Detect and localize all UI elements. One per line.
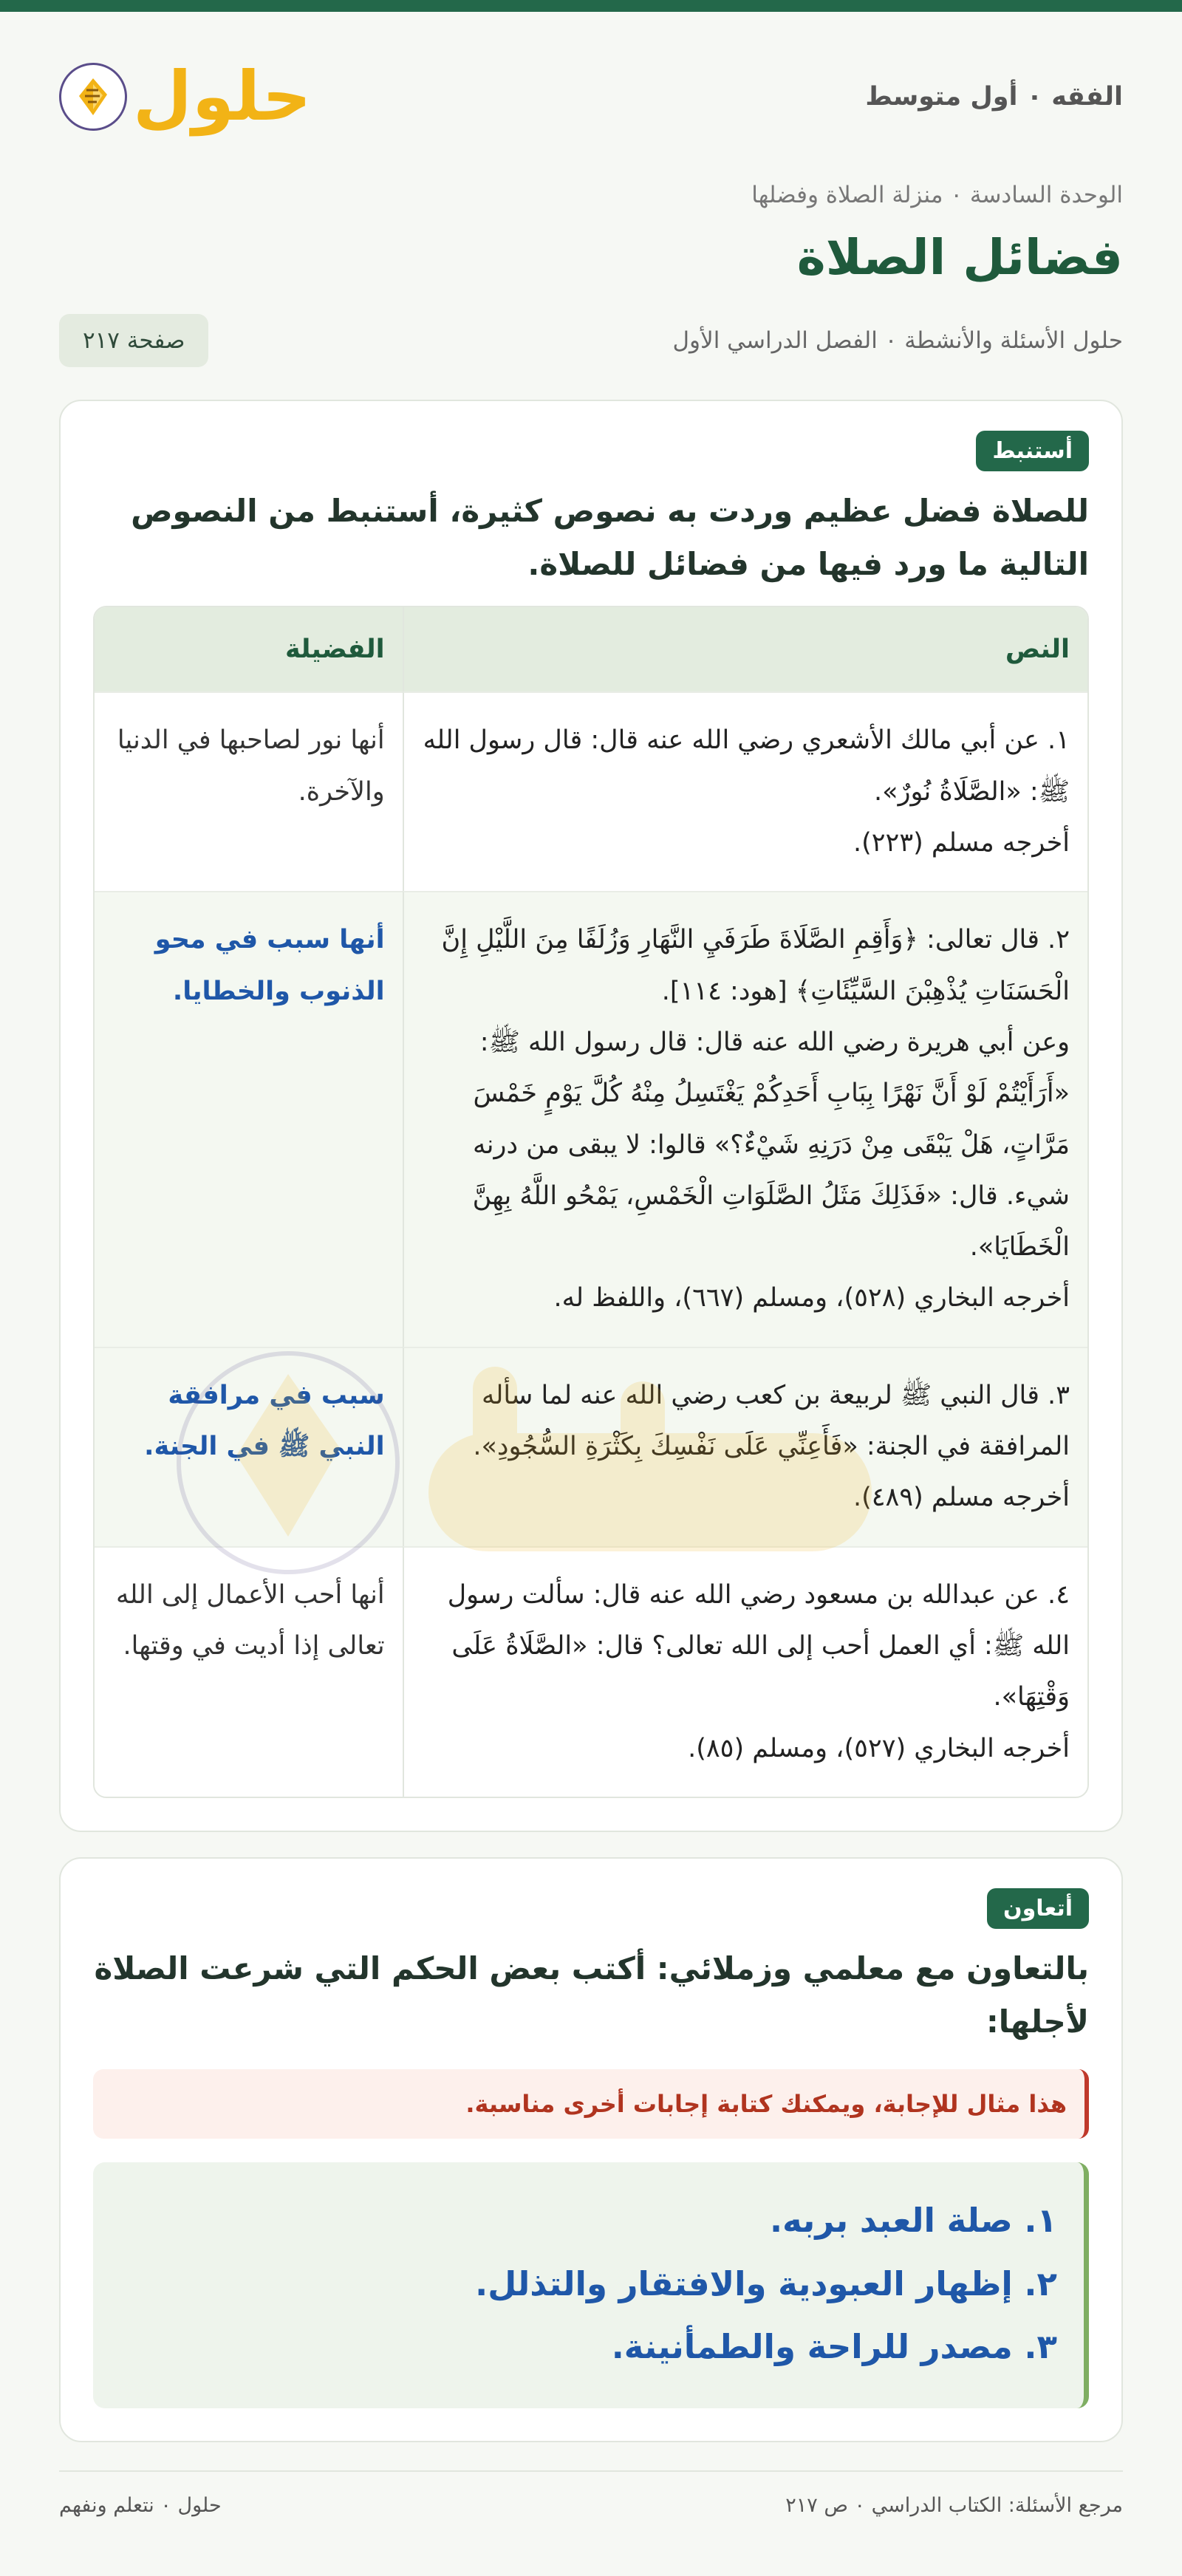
text-cell: ٢. قال تعالى: ﴿وَأَقِمِ الصَّلَاةَ طَرَفَيِ النَّهَارِ وَزُلَفًا مِنَ اللَّيْلِ إِنَّ الْحَسَنَاتِ يُذْهِبْنَ السَّيِّئَاتِ﴾ [هود: ١١٤]. وعن أبي هريرة رضي الله عنه قال: قال رسول الله ﷺ: «أَرَأَيْتُمْ لَوْ أَنَّ نَهْرًا بِبَابِ أَحَدِكُمْ يَغْتَسِلُ مِنْهُ كُلَّ يَوْمٍ خَمْسَ مَرَّاتٍ، هَلْ يَبْقَى مِنْ دَرَنِهِ شَيْءٌ؟» قالوا: لا يبقى من درنه شيء. قال: «فَذَلِكَ مَثَلُ الصَّلَوَاتِ الْخَمْسِ، يَمْحُو اللَّهُ بِهِنَّ الْخَطَايَا». أخرجه البخاري (٥٢٨)، ومسلم (٦٦٧)، واللفظ له. [403,891,1087,1346]
header [59,12,1123,182]
section-badge-deduce: أستنبط [976,431,1089,471]
virtue-cell: سبب في مرافقة النبي ﷺ في الجنة. [95,1347,403,1546]
answers-list [93,2162,1089,2408]
meta-row [59,314,1123,367]
answer-item: ١. صلة العبد بربه. [770,2201,1057,2241]
answer-item: ٢. إظهار العبودية والافتقار والتذلل. [475,2264,1057,2303]
footer-brand: حلول ٠ نتعلم ونفهم [59,2493,222,2517]
subject-label: الفقه ٠ أول متوسط [865,82,1123,112]
page [0,12,1182,2517]
table-row [95,891,1087,1346]
question-cooperate: بالتعاون مع معلمي وزملائي: أكتب بعض الحكم التي شرعت الصلاة لأجلها: [94,1950,1089,2040]
table-header-row [95,607,1087,691]
virtue-cell: أنها سبب في محو الذنوب والخطايا. [95,891,403,1346]
table-row [95,691,1087,891]
table-row [95,1347,1087,1546]
texts-table [93,606,1089,1797]
book-icon [59,63,127,131]
meta-text: حلول الأسئلة والأنشطة ٠ الفصل الدراسي الأول [672,327,1123,354]
text-cell: ٣. قال النبي ﷺ لربيعة بن كعب رضي الله عنه لما سأله المرافقة في الجنة: «فَأَعِنِّي عَلَى نَفْسِكَ بِكَثْرَةِ السُّجُودِ». أخرجه مسلم (٤٨٩). [403,1347,1087,1546]
text-cell: ١. عن أبي مالك الأشعري رضي الله عنه قال: قال رسول الله ﷺ: «الصَّلَاةُ نُورٌ». أخرجه مسلم (٢٢٣). [403,691,1087,891]
table-row [95,1546,1087,1797]
virtue-cell: أنها نور لصاحبها في الدنيا والآخرة. [95,691,403,891]
answer-item: ٣. مصدر للراحة والطمأنينة. [611,2327,1057,2367]
example-note: هذا مثال للإجابة، ويمكنك كتابة إجابات أخرى مناسبة. [93,2069,1089,2139]
virtue-cell: أنها أحب الأعمال إلى الله تعالى إذا أديت في وقتها. [95,1546,403,1797]
question-deduce: للصلاة فضل عظيم وردت به نصوص كثيرة، أستنبط من النصوص التالية ما ورد فيها من فضائل للصلاة. [131,493,1089,583]
page-number-chip: صفحة ٢١٧ [59,314,208,367]
logo[interactable] [59,57,312,136]
section-badge-cooperate: أتعاون [987,1888,1089,1929]
header-virtue: الفضيلة [95,607,403,691]
header-text: النص [403,607,1087,691]
table-body [95,691,1087,1796]
footer-divider [59,2470,1123,2472]
top-accent-bar [0,0,1182,12]
card-cooperate [59,1857,1123,2442]
footer [59,2494,1123,2517]
card-deduce [59,400,1123,1832]
page-title: فضائل الصلاة [796,229,1123,286]
footer-reference: مرجع الأسئلة: الكتاب الدراسي ٠ ص ٢١٧ [785,2493,1123,2517]
logo-wordmark: حلول [133,57,312,136]
breadcrumb: الوحدة السادسة ٠ منزلة الصلاة وفضلها [751,182,1123,208]
text-cell: ٤. عن عبدالله بن مسعود رضي الله عنه قال: سألت رسول الله ﷺ: أي العمل أحب إلى الله تعالى؟ قال: «الصَّلَاةُ عَلَى وَقْتِهَا». أخرجه البخاري (٥٢٧)، ومسلم (٨٥). [403,1546,1087,1797]
